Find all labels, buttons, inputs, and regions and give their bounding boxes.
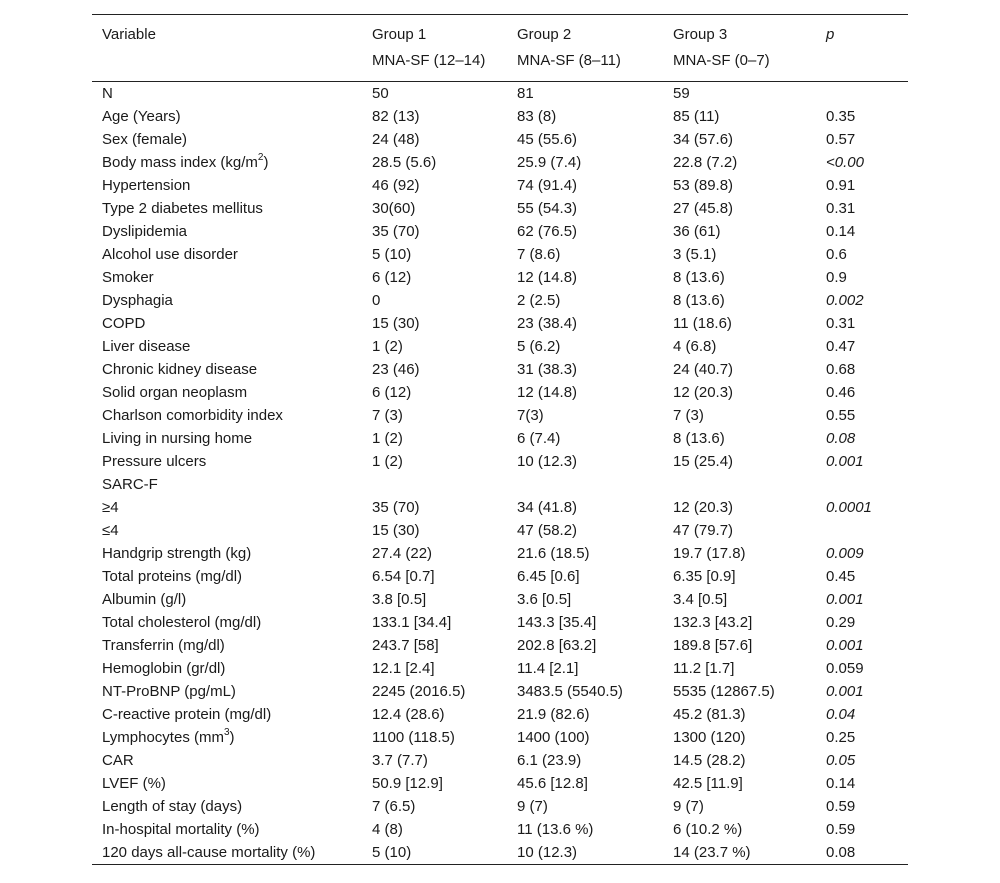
group3-value xyxy=(663,473,816,496)
row-label xyxy=(92,795,362,818)
row-label-text: Pressure ulcers xyxy=(102,453,207,470)
row-label xyxy=(92,818,362,841)
row-label xyxy=(92,772,362,795)
row-label-text: LVEF (%) xyxy=(102,775,166,792)
row-label-text: Liver disease xyxy=(102,338,191,355)
group2-value: 12 (14.8) xyxy=(517,269,578,286)
p-value: 0.46 xyxy=(826,384,856,401)
group2-value: 23 (38.4) xyxy=(517,315,578,332)
group1-value: 27.4 (22) xyxy=(372,545,433,562)
group1-value: 82 (13) xyxy=(372,108,420,125)
group1-value: 3.8 [0.5] xyxy=(372,591,427,608)
group2-value: 21.6 (18.5) xyxy=(517,545,590,562)
table-row xyxy=(92,266,908,289)
header-group2-sub: MNA-SF (8–11) xyxy=(507,51,663,82)
header-p-sub xyxy=(816,51,908,82)
table-row xyxy=(92,82,908,106)
p-value: 0.14 xyxy=(826,223,856,240)
row-label xyxy=(92,450,362,473)
header-group1: Group 1 xyxy=(362,15,507,52)
group3-value: 53 (89.8) xyxy=(673,177,734,194)
header-group1-sub: MNA-SF (12–14) xyxy=(362,51,507,82)
header-group2: Group 2 xyxy=(507,15,663,52)
header-variable-sub xyxy=(92,51,362,82)
group1-value: 24 (48) xyxy=(372,131,420,148)
row-label xyxy=(92,749,362,772)
group1-value: 1100 (118.5) xyxy=(372,729,455,746)
table-row xyxy=(92,611,908,634)
group3-value: 9 (7) xyxy=(673,798,704,815)
row-label xyxy=(92,404,362,427)
p-value: 0.35 xyxy=(826,108,856,125)
table-row xyxy=(92,841,908,865)
row-label-text: ≥4 xyxy=(102,499,119,516)
group2-value: 3.6 [0.5] xyxy=(517,591,572,608)
row-label xyxy=(92,174,362,197)
group1-value: 35 (70) xyxy=(372,499,420,516)
group1-value: 15 (30) xyxy=(372,522,420,539)
row-label-text: Lymphocytes (mm xyxy=(102,729,224,746)
p-value: 0.009 xyxy=(826,545,864,562)
p-value: 0.31 xyxy=(826,315,856,332)
row-label xyxy=(92,266,362,289)
row-label xyxy=(92,243,362,266)
group2-value: 2 (2.5) xyxy=(517,292,561,309)
group2-value: 10 (12.3) xyxy=(517,453,578,470)
group1-value: 5 (10) xyxy=(372,246,412,263)
p-value: 0.001 xyxy=(826,637,864,654)
p-value: 0.001 xyxy=(826,591,864,608)
table-row xyxy=(92,220,908,243)
header-group3: Group 3 xyxy=(663,15,816,52)
row-label-text: Albumin (g/l) xyxy=(102,591,187,608)
group1-value: 7 (3) xyxy=(372,407,403,424)
row-label xyxy=(92,151,362,174)
table-row xyxy=(92,565,908,588)
group2-value: 11 (13.6 %) xyxy=(517,821,594,838)
p-value xyxy=(816,519,908,542)
row-label xyxy=(92,128,362,151)
group1-value: 1 (2) xyxy=(372,338,403,355)
table-row xyxy=(92,588,908,611)
table-row xyxy=(92,404,908,427)
group3-value: 7 (3) xyxy=(673,407,704,424)
row-label-text: Sex (female) xyxy=(102,131,188,148)
group3-value: 59 xyxy=(673,85,690,102)
group3-value: 42.5 [11.9] xyxy=(673,775,743,792)
p-value: 0.59 xyxy=(826,798,856,815)
group1-value: 1 (2) xyxy=(372,430,403,447)
group3-value: 3.4 [0.5] xyxy=(673,591,728,608)
row-label xyxy=(92,473,362,496)
row-label-text: In-hospital mortality (%) xyxy=(102,821,260,838)
group2-value: 143.3 [35.4] xyxy=(517,614,597,631)
group1-value: 0 xyxy=(372,292,381,309)
group2-value: 11.4 [2.1] xyxy=(517,660,579,677)
row-label-text: C-reactive protein (mg/dl) xyxy=(102,706,272,723)
p-value: 0.059 xyxy=(826,660,864,677)
group1-value: 46 (92) xyxy=(372,177,420,194)
group1-value: 28.5 (5.6) xyxy=(372,154,437,171)
group2-value: 45 (55.6) xyxy=(517,131,578,148)
row-label-suffix: ) xyxy=(263,154,269,171)
row-label xyxy=(92,358,362,381)
group2-value xyxy=(507,473,663,496)
group2-value: 74 (91.4) xyxy=(517,177,578,194)
row-label-text: Total proteins (mg/dl) xyxy=(102,568,243,585)
group3-value: 47 (79.7) xyxy=(673,522,734,539)
row-label-text: Chronic kidney disease xyxy=(102,361,258,378)
group3-value: 11.2 [1.7] xyxy=(673,660,735,677)
p-value: 0.6 xyxy=(826,246,847,263)
group3-value: 14 (23.7 %) xyxy=(663,841,816,865)
row-label xyxy=(92,565,362,588)
row-label xyxy=(92,680,362,703)
group2-value: 5 (6.2) xyxy=(517,338,561,355)
p-value: 0.29 xyxy=(826,614,856,631)
group2-value: 6.1 (23.9) xyxy=(517,752,582,769)
group3-value: 12 (20.3) xyxy=(673,499,734,516)
group3-value: 19.7 (17.8) xyxy=(673,545,746,562)
group3-value: 8 (13.6) xyxy=(673,430,725,447)
row-label-text: Dyslipidemia xyxy=(102,223,188,240)
row-label xyxy=(92,703,362,726)
row-label-text: Transferrin (mg/dl) xyxy=(102,637,225,654)
group2-value: 81 xyxy=(517,85,534,102)
row-label xyxy=(92,197,362,220)
row-label-text: Body mass index (kg/m xyxy=(102,154,258,171)
group1-value: 50 xyxy=(372,85,389,102)
group2-value: 7 (8.6) xyxy=(517,246,561,263)
group2-value: 25.9 (7.4) xyxy=(517,154,582,171)
table-row xyxy=(92,381,908,404)
p-value: 0.47 xyxy=(826,338,856,355)
group2-value: 21.9 (82.6) xyxy=(517,706,590,723)
row-label xyxy=(92,588,362,611)
group1-value: 23 (46) xyxy=(372,361,420,378)
header-subrow xyxy=(92,51,908,82)
table-row xyxy=(92,818,908,841)
group3-value: 11 (18.6) xyxy=(673,315,732,332)
group1-value: 15 (30) xyxy=(372,315,420,332)
row-label-text: Handgrip strength (kg) xyxy=(102,545,252,562)
group1-value: 6.54 [0.7] xyxy=(372,568,435,585)
table-row xyxy=(92,680,908,703)
group3-value: 132.3 [43.2] xyxy=(673,614,753,631)
group3-value: 27 (45.8) xyxy=(673,200,734,217)
p-value: 0.57 xyxy=(826,131,856,148)
row-label xyxy=(92,634,362,657)
row-label-text: COPD xyxy=(102,315,146,332)
table-row xyxy=(92,128,908,151)
row-label-text: Age (Years) xyxy=(102,108,181,125)
p-value: <0.00 xyxy=(826,154,864,171)
group1-value: 6 (12) xyxy=(372,384,412,401)
row-label-text: Charlson comorbidity index xyxy=(102,407,283,424)
table-row xyxy=(92,358,908,381)
row-label-text: Smoker xyxy=(102,269,154,286)
group2-value: 9 (7) xyxy=(517,798,548,815)
row-label-text: Hypertension xyxy=(102,177,191,194)
row-label xyxy=(92,105,362,128)
row-label xyxy=(92,611,362,634)
row-label xyxy=(92,289,362,312)
row-label-suffix: ) xyxy=(229,729,235,746)
group3-value: 14.5 (28.2) xyxy=(673,752,746,769)
row-label-text: Solid organ neoplasm xyxy=(102,384,248,401)
table-row xyxy=(92,197,908,220)
p-value: 0.04 xyxy=(826,706,856,723)
group1-value: 35 (70) xyxy=(372,223,420,240)
group1-value: 1 (2) xyxy=(372,453,403,470)
table-row xyxy=(92,519,908,542)
row-label-text: NT-ProBNP (pg/mL) xyxy=(102,683,236,700)
table-row xyxy=(92,795,908,818)
group1-value: 6 (12) xyxy=(372,269,412,286)
p-value xyxy=(816,473,908,496)
table-row xyxy=(92,335,908,358)
group2-value: 202.8 [63.2] xyxy=(517,637,597,654)
row-label-text: Hemoglobin (gr/dl) xyxy=(102,660,226,677)
data-table xyxy=(92,14,908,865)
table-row xyxy=(92,772,908,795)
row-label xyxy=(92,496,362,519)
group3-value: 6 (10.2 %) xyxy=(673,821,743,838)
group3-value: 85 (11) xyxy=(673,108,720,125)
p-value: 0.25 xyxy=(826,729,856,746)
table-row xyxy=(92,151,908,174)
group2-value: 6 (7.4) xyxy=(517,430,561,447)
group3-value: 15 (25.4) xyxy=(673,453,734,470)
table-row xyxy=(92,105,908,128)
group1-value: 12.4 (28.6) xyxy=(372,706,445,723)
group2-value: 62 (76.5) xyxy=(517,223,578,240)
group1-value: 4 (8) xyxy=(372,821,403,838)
row-label xyxy=(92,841,362,865)
p-value: 0.55 xyxy=(826,407,856,424)
group3-value: 189.8 [57.6] xyxy=(673,637,753,654)
group2-value: 55 (54.3) xyxy=(517,200,578,217)
group1-value xyxy=(362,473,507,496)
table-row xyxy=(92,542,908,565)
row-label-text: Total cholesterol (mg/dl) xyxy=(102,614,262,631)
group1-value: 12.1 [2.4] xyxy=(372,660,435,677)
group1-value: 7 (6.5) xyxy=(372,798,416,815)
header-variable: Variable xyxy=(92,15,362,52)
table-row xyxy=(92,703,908,726)
row-label-text: N xyxy=(102,85,113,102)
table-row xyxy=(92,427,908,450)
p-value xyxy=(816,82,908,106)
group3-value: 4 (6.8) xyxy=(673,338,717,355)
table-row xyxy=(92,634,908,657)
p-value: 0.08 xyxy=(816,841,908,865)
table-row xyxy=(92,496,908,519)
row-label xyxy=(92,726,362,749)
row-label xyxy=(92,542,362,565)
row-label xyxy=(92,335,362,358)
group2-value: 34 (41.8) xyxy=(517,499,578,516)
row-label-text: Dysphagia xyxy=(102,292,173,309)
group3-value: 45.2 (81.3) xyxy=(673,706,746,723)
group1-value: 3.7 (7.7) xyxy=(372,752,428,769)
group3-value: 24 (40.7) xyxy=(673,361,734,378)
row-label-text: SARC-F xyxy=(102,476,158,493)
group1-value: 50.9 [12.9] xyxy=(372,775,443,792)
table-row xyxy=(92,657,908,680)
p-value: 0.31 xyxy=(826,200,856,217)
header-p: p xyxy=(816,15,908,52)
p-value: 0.001 xyxy=(826,453,864,470)
row-label-text: 120 days all-cause mortality (%) xyxy=(102,844,316,861)
table-row xyxy=(92,289,908,312)
group1-value: 243.7 [58] xyxy=(372,637,439,654)
group2-value: 45.6 [12.8] xyxy=(517,775,588,792)
p-value: 0.45 xyxy=(826,568,856,585)
row-label xyxy=(92,312,362,335)
group1-value: 133.1 [34.4] xyxy=(372,614,452,631)
table-header xyxy=(92,15,908,82)
group3-value: 1300 (120) xyxy=(673,729,746,746)
p-value: 0.05 xyxy=(826,752,856,769)
group3-value: 5535 (12867.5) xyxy=(673,683,775,700)
group2-value: 31 (38.3) xyxy=(517,361,578,378)
group3-value: 6.35 [0.9] xyxy=(673,568,736,585)
row-label-text: Type 2 diabetes mellitus xyxy=(102,200,263,217)
p-value: 0.14 xyxy=(826,775,856,792)
group3-value: 3 (5.1) xyxy=(673,246,717,263)
row-label xyxy=(92,657,362,680)
row-label-text: Living in nursing home xyxy=(102,430,253,447)
group3-value: 22.8 (7.2) xyxy=(673,154,738,171)
p-value: 0.68 xyxy=(826,361,856,378)
row-label-superscript: 2 xyxy=(257,152,264,163)
group3-value: 36 (61) xyxy=(673,223,721,240)
row-label-text: ≤4 xyxy=(102,522,119,539)
row-label xyxy=(92,82,362,106)
row-label xyxy=(92,427,362,450)
p-value: 0.59 xyxy=(826,821,856,838)
p-value: 0.001 xyxy=(826,683,864,700)
group3-value: 8 (13.6) xyxy=(673,292,725,309)
p-value: 0.002 xyxy=(826,292,864,309)
table-row xyxy=(92,174,908,197)
table-row xyxy=(92,749,908,772)
table-row xyxy=(92,450,908,473)
row-label xyxy=(92,220,362,243)
row-label-superscript: 3 xyxy=(223,727,230,738)
row-label xyxy=(92,519,362,542)
table-row xyxy=(92,726,908,749)
header-row xyxy=(92,15,908,52)
group1-value: 5 (10) xyxy=(362,841,507,865)
table-row xyxy=(92,473,908,496)
row-label xyxy=(92,381,362,404)
group1-value: 2245 (2016.5) xyxy=(372,683,466,700)
table-row xyxy=(92,243,908,266)
group2-value: 12 (14.8) xyxy=(517,384,578,401)
table-row xyxy=(92,312,908,335)
group2-value: 47 (58.2) xyxy=(517,522,578,539)
table-body xyxy=(92,82,908,865)
p-value: 0.0001 xyxy=(826,499,872,516)
group3-value: 12 (20.3) xyxy=(673,384,734,401)
group2-value: 1400 (100) xyxy=(517,729,590,746)
group1-value: 30(60) xyxy=(372,200,416,217)
group2-value: 7(3) xyxy=(517,407,544,424)
group2-value: 3483.5 (5540.5) xyxy=(517,683,623,700)
group3-value: 34 (57.6) xyxy=(673,131,734,148)
group2-value: 6.45 [0.6] xyxy=(517,568,580,585)
p-value: 0.9 xyxy=(826,269,847,286)
row-label-text: CAR xyxy=(102,752,134,769)
group2-value: 83 (8) xyxy=(517,108,557,125)
group2-value: 10 (12.3) xyxy=(507,841,663,865)
row-label-text: Alcohol use disorder xyxy=(102,246,238,263)
p-value: 0.08 xyxy=(826,430,856,447)
p-value: 0.91 xyxy=(826,177,856,194)
row-label-text: Length of stay (days) xyxy=(102,798,243,815)
header-group3-sub: MNA-SF (0–7) xyxy=(663,51,816,82)
group3-value: 8 (13.6) xyxy=(673,269,725,286)
